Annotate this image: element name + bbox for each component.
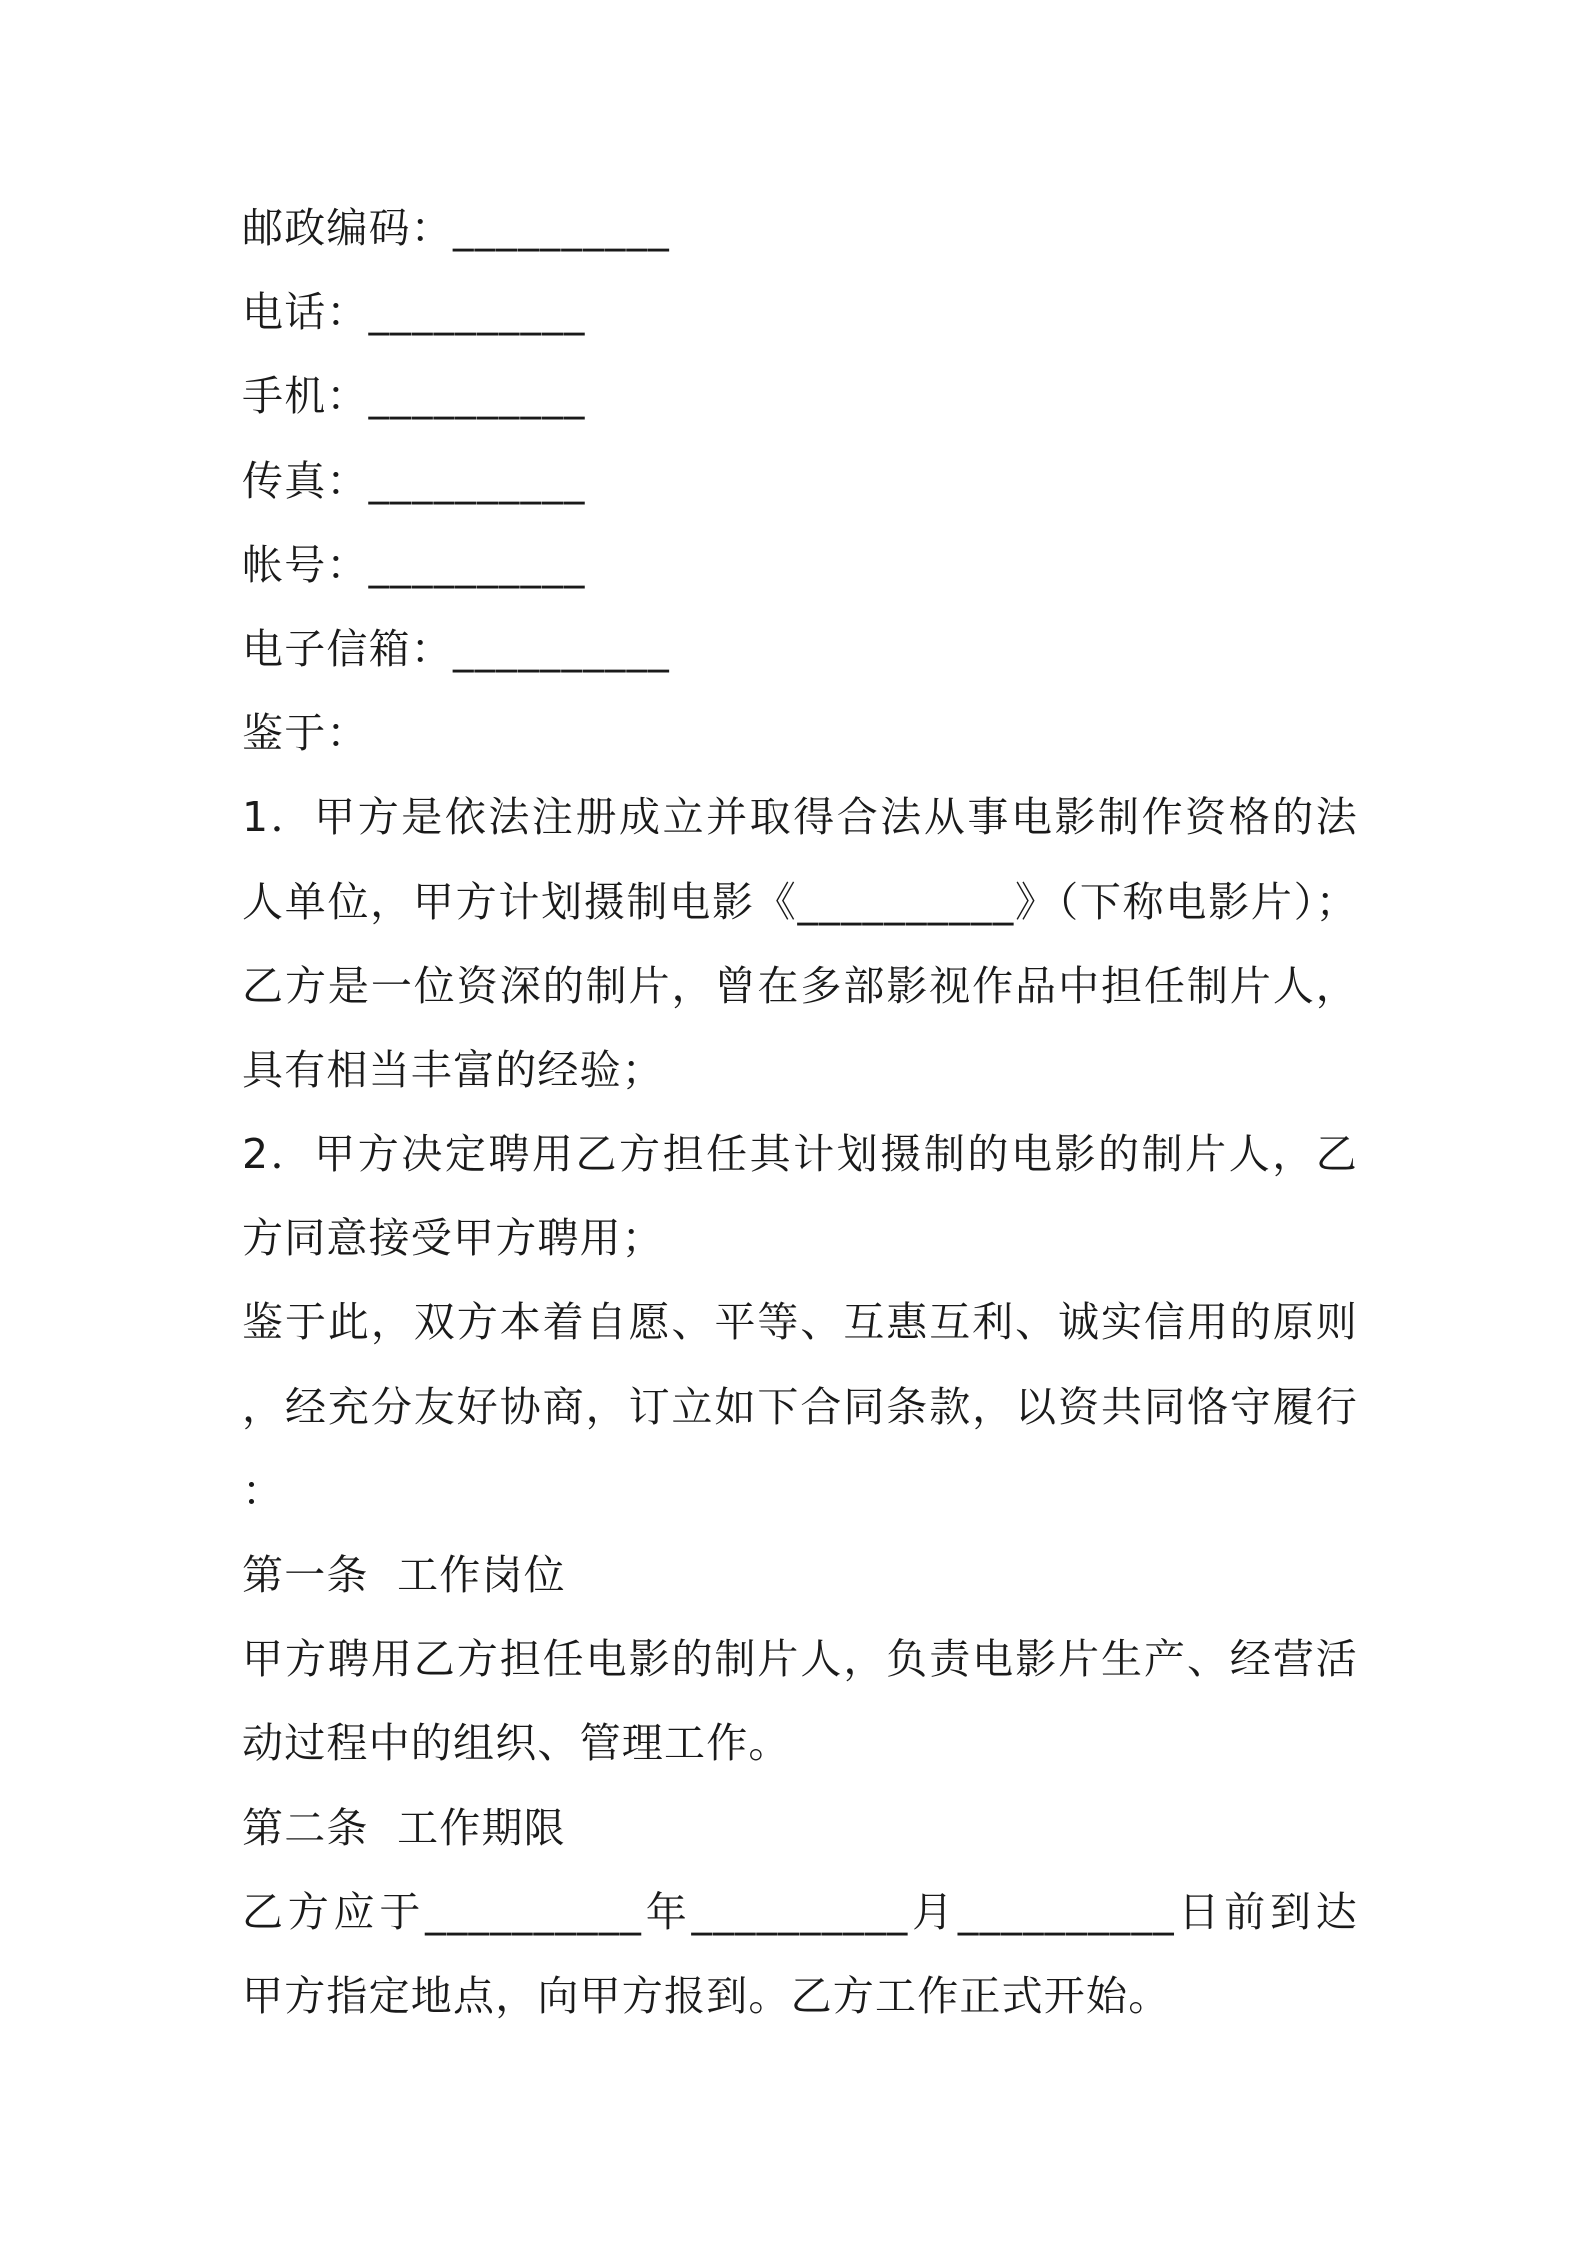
email-line: 电子信箱：__________ <box>242 624 670 673</box>
recital-1-line-3: 乙方是一位资深的制片，曾在多部影视作品中担任制片人， <box>242 961 1358 1010</box>
recital-1-line-1: 1．甲方是依法注册成立并取得合法从事电影制作资格的法 <box>242 793 1358 842</box>
mobile-line: 手机：__________ <box>242 372 586 421</box>
article-2-line-1: 乙方应于__________年__________月__________日前到达 <box>242 1887 1358 1936</box>
agreement-line-1: 鉴于此，双方本着自愿、平等、互惠互利、诚实信用的原则 <box>242 1298 1358 1347</box>
whereas-heading: 鉴于： <box>242 709 369 758</box>
article-2-heading: 第二条 工作期限 <box>242 1803 566 1852</box>
account-line: 帐号：__________ <box>242 540 586 589</box>
article-1-line-1: 甲方聘用乙方担任电影的制片人，负责电影片生产、经营活 <box>242 1635 1358 1684</box>
document-body <box>242 186 1358 2038</box>
article-2-line-2: 甲方指定地点，向甲方报到。乙方工作正式开始。 <box>242 1971 1171 2020</box>
fax-line: 传真：__________ <box>242 456 586 505</box>
article-1-heading: 第一条 工作岗位 <box>242 1551 566 1599</box>
postal-code-line: 邮政编码：__________ <box>242 204 670 252</box>
agreement-line-3: ： <box>242 1466 285 1515</box>
article-1-line-2: 动过程中的组织、管理工作。 <box>242 1719 791 1768</box>
recital-2-line-1: 2．甲方决定聘用乙方担任其计划摄制的电影的制片人，乙 <box>242 1130 1358 1179</box>
recital-1-line-2: 人单位，甲方计划摄制电影《__________》（下称电影片）； <box>242 877 1358 926</box>
recital-1-line-4: 具有相当丰富的经验； <box>242 1045 664 1094</box>
phone-line: 电话：__________ <box>242 288 586 337</box>
recital-2-line-2: 方同意接受甲方聘用； <box>242 1214 664 1263</box>
agreement-line-2: ，经充分友好协商，订立如下合同条款，以资共同恪守履行 <box>242 1382 1358 1431</box>
